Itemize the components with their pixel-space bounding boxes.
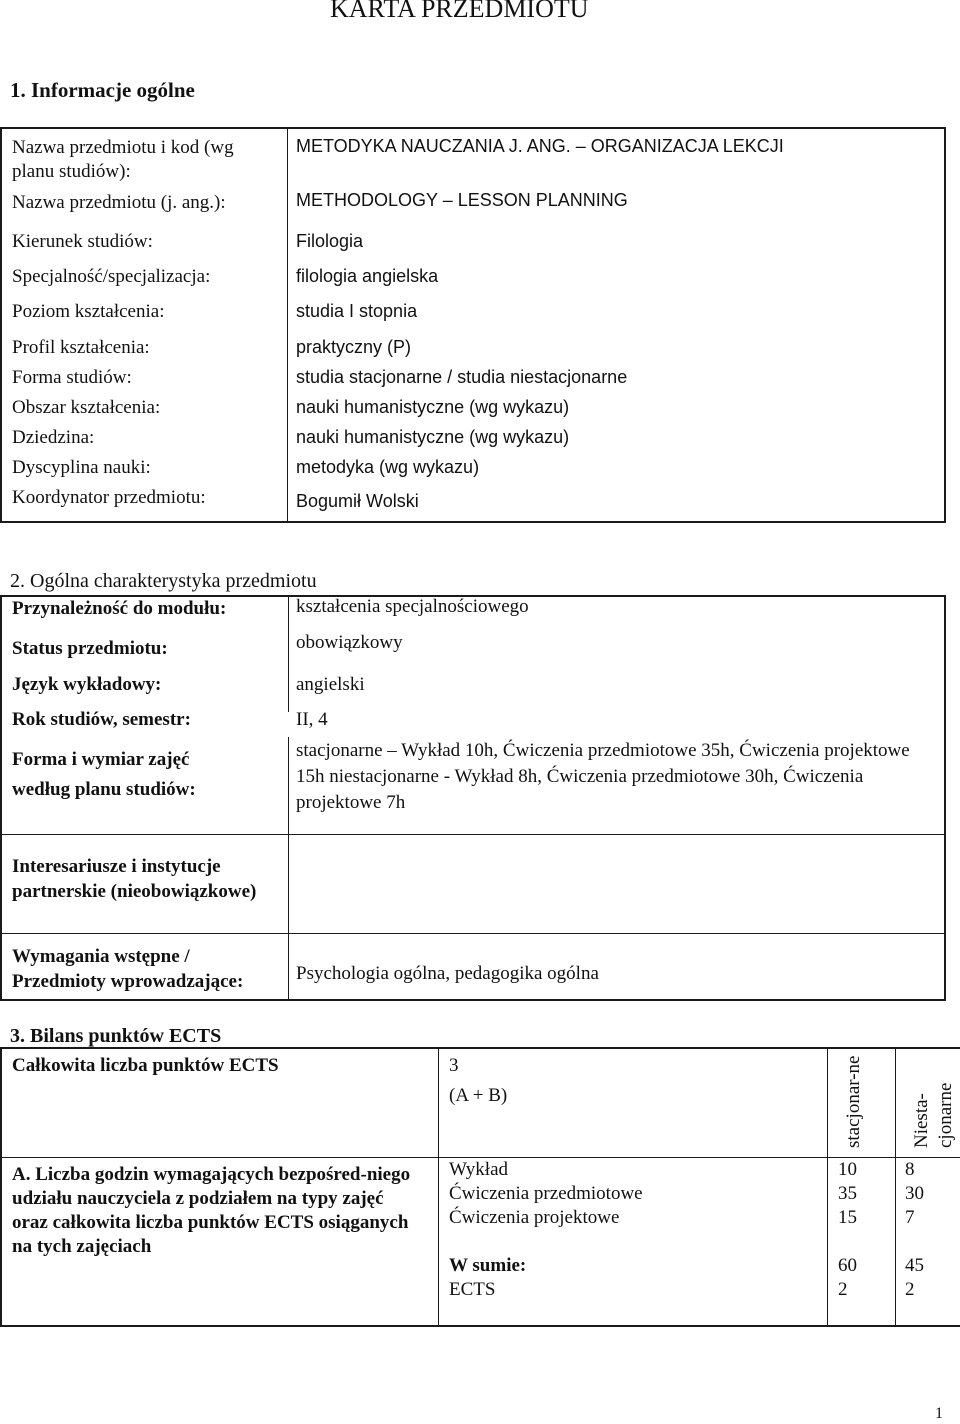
value-subject-name: METODYKA NAUCZANIA J. ANG. – ORGANIZACJA LEKCJI	[296, 136, 784, 156]
section2-heading: 2. Ogólna charakterystyka przedmiotu	[10, 570, 317, 592]
value-subject-name-en: METHODOLOGY – LESSON PLANNING	[296, 190, 628, 210]
label-module: Przynależność do modułu:	[12, 598, 227, 619]
label-subject-name-en: Nazwa przedmiotu (j. ang.):	[12, 192, 226, 213]
label-subject-name: Nazwa przedmiotu i kod (wg planu studiów):	[12, 137, 234, 182]
section3-heading: 3. Bilans punktów ECTS	[10, 1025, 222, 1047]
lecture-stacjonarne: 10	[838, 1159, 857, 1180]
document-title: KARTA PRZEDMIOTU	[330, 0, 589, 23]
label-study-form: Forma studiów:	[12, 367, 132, 388]
value-discipline: metodyka (wg wykazu)	[296, 457, 480, 477]
label-prerequisites: Wymagania wstępne / Przedmioty wprowadzające:	[12, 946, 244, 992]
label-year-semester: Rok studiów, semestr:	[12, 709, 191, 730]
value-module: kształcenia specjalnościowego	[296, 596, 529, 617]
value-specialization: filologia angielska	[296, 266, 439, 286]
label-area: Obszar kształcenia:	[12, 397, 161, 418]
item-name-exercises: Ćwiczenia przedmiotowe	[449, 1183, 643, 1204]
ects-row-label: ECTS	[449, 1279, 496, 1300]
label-profile: Profil kształcenia:	[12, 337, 150, 358]
ects-total-label: Całkowita liczba punktów ECTS	[12, 1055, 279, 1076]
page-number: 1	[935, 1405, 943, 1422]
column-header-stacjonarne: stacjonar-ne	[843, 1055, 864, 1148]
ects-total-formula: (A + B)	[449, 1085, 508, 1106]
projects-niestacjonarne: 7	[905, 1207, 915, 1228]
sum-niestacjonarne: 45	[905, 1255, 924, 1276]
label-discipline: Dyscyplina nauki:	[12, 457, 151, 478]
column-header-niestacjonarne: Niesta-cjonarne	[911, 1082, 956, 1148]
section1-heading: 1. Informacje ogólne	[10, 78, 195, 102]
ects-stacjonarne: 2	[838, 1279, 848, 1300]
label-coordinator: Koordynator przedmiotu:	[12, 487, 206, 508]
projects-stacjonarne: 15	[838, 1207, 857, 1228]
lecture-niestacjonarne: 8	[905, 1159, 915, 1180]
exercises-niestacjonarne: 30	[905, 1183, 924, 1204]
value-area: nauki humanistyczne (wg wykazu)	[296, 397, 570, 417]
exercises-stacjonarne: 35	[838, 1183, 857, 1204]
value-domain: nauki humanistyczne (wg wykazu)	[296, 427, 570, 447]
ects-niestacjonarne: 2	[905, 1279, 915, 1300]
value-class-form: stacjonarne – Wykład 10h, Ćwiczenia przedmiotowe 35h, Ćwiczenia projektowe 15h niestacjonarne - Wykład 8h, Ćwiczenia przedmiotowe 30h, Ćwiczenia projektowe 7h	[296, 740, 910, 813]
value-prerequisites: Psychologia ogólna, pedagogika ogólna	[296, 963, 599, 984]
value-language: angielski	[296, 674, 365, 695]
value-field-of-study: Filologia	[296, 231, 364, 251]
label-level: Poziom kształcenia:	[12, 301, 165, 322]
value-study-form: studia stacjonarne / studia niestacjonarne	[296, 367, 628, 387]
label-status: Status przedmiotu:	[12, 638, 168, 659]
value-status: obowiązkowy	[296, 632, 403, 653]
label-class-form: Forma i wymiar zajęć według planu studiów:	[12, 749, 196, 800]
item-name-lecture: Wykład	[449, 1159, 509, 1180]
value-level: studia I stopnia	[296, 301, 418, 321]
ects-a-label: A. Liczba godzin wymagających bezpośred-niego udziału nauczyciela z podziałem na typy zajęć oraz całkowita liczba punktów ECTS osiąganych na tych zajęciach	[12, 1164, 411, 1257]
label-language: Język wykładowy:	[12, 674, 162, 695]
label-stakeholders: Interesariusze i instytucje partnerskie (nieobowiązkowe)	[12, 856, 257, 902]
label-field-of-study: Kierunek studiów:	[12, 231, 153, 252]
value-coordinator: Bogumił Wolski	[296, 491, 419, 511]
sum-stacjonarne: 60	[838, 1255, 857, 1276]
sum-label: W sumie:	[449, 1255, 527, 1276]
item-name-projects: Ćwiczenia projektowe	[449, 1207, 620, 1228]
value-year-semester: II, 4	[296, 709, 328, 730]
label-domain: Dziedzina:	[12, 427, 95, 448]
ects-total-value: 3	[449, 1055, 459, 1076]
label-specialization: Specjalność/specjalizacja:	[12, 266, 211, 287]
value-profile: praktyczny (P)	[296, 337, 412, 357]
